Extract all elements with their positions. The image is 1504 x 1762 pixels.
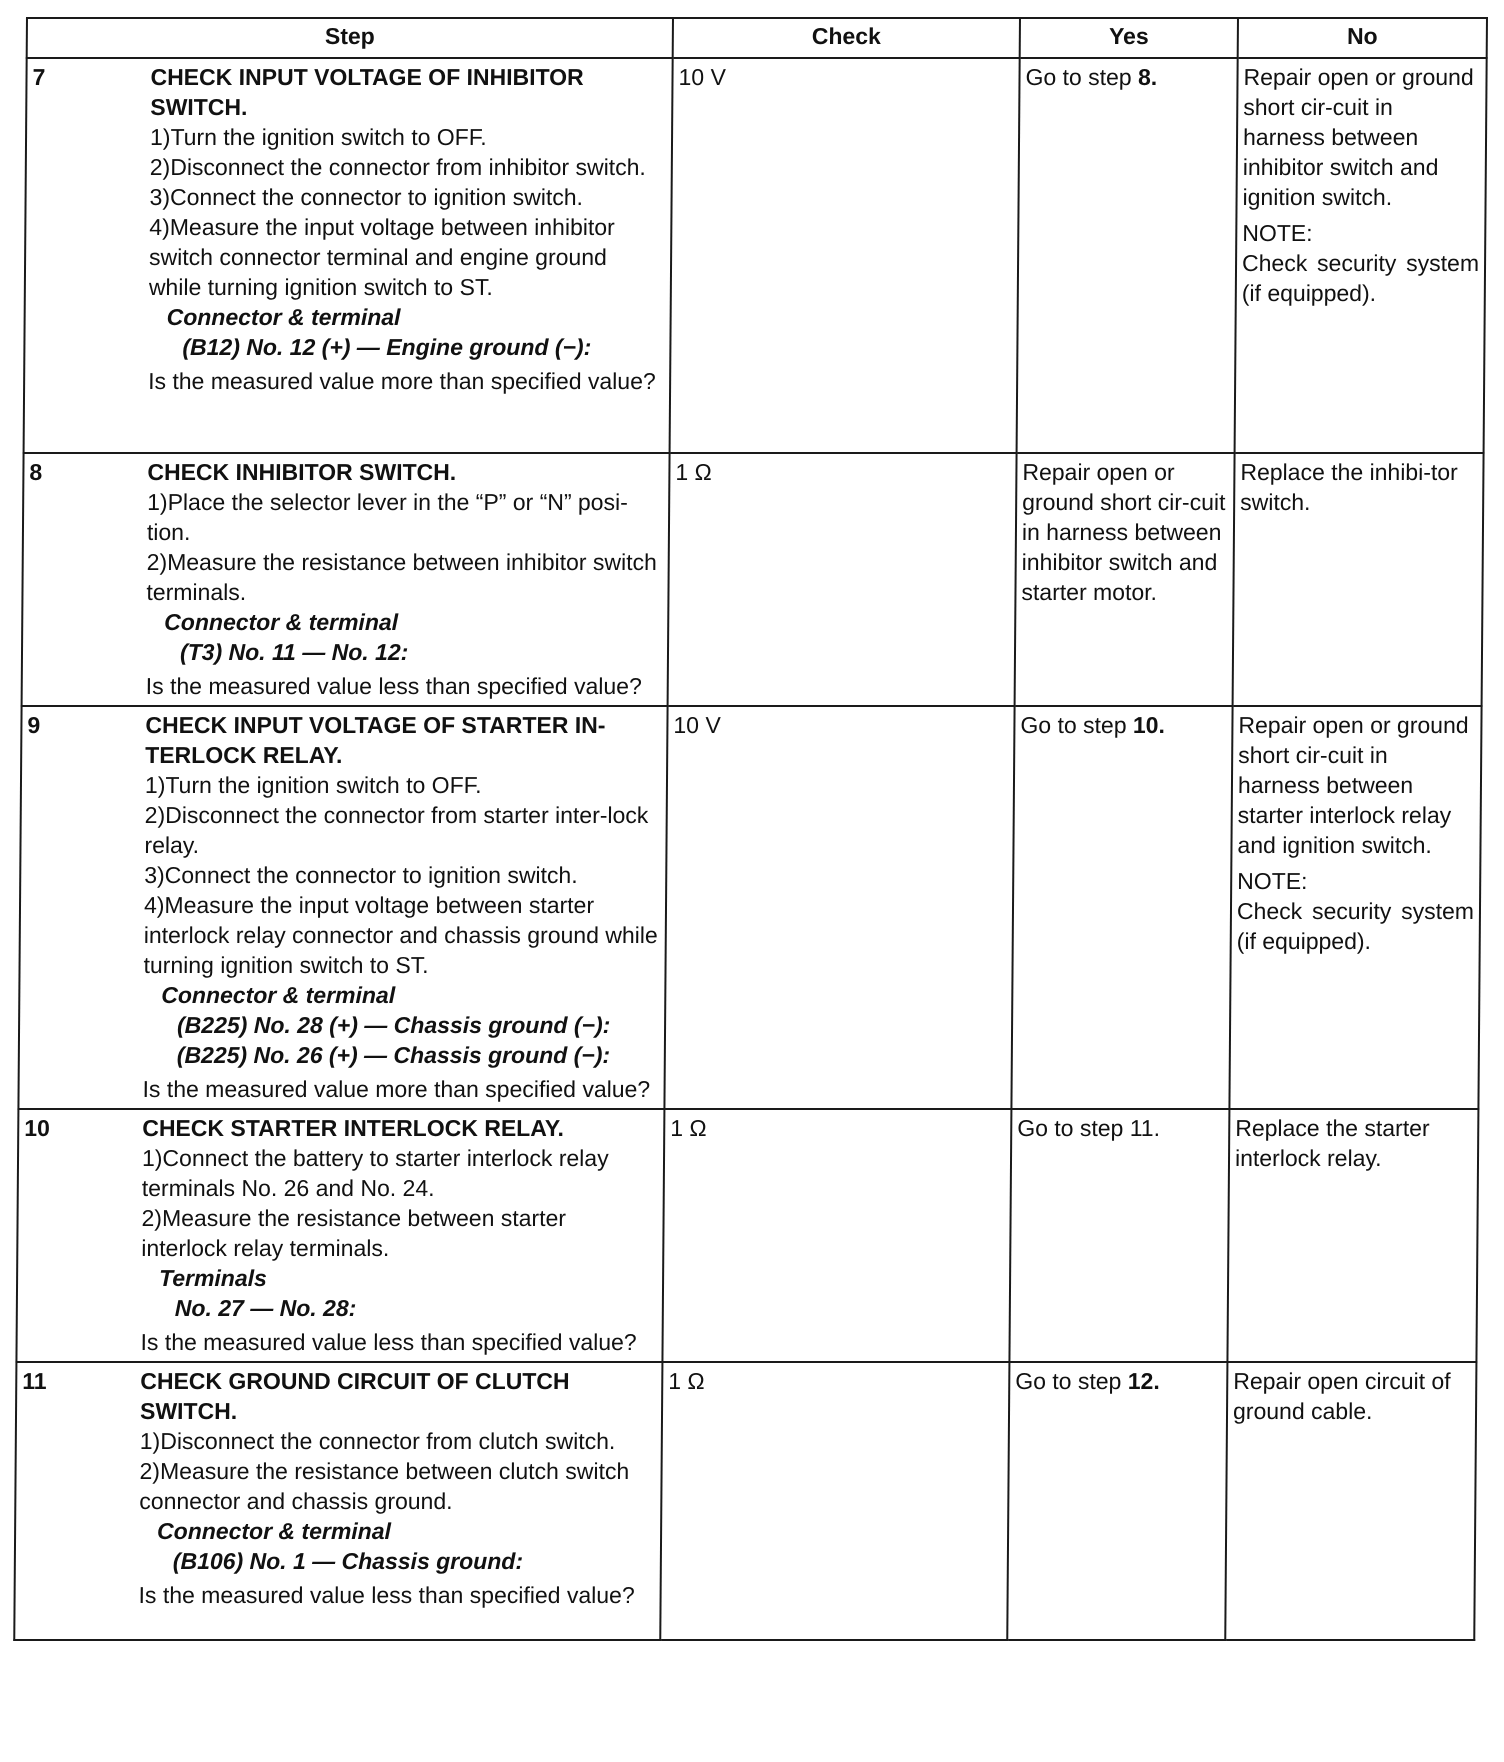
step-instruction: 1)Turn the ignition switch to OFF. [149,124,487,150]
check-value: 1 Ω [668,453,1017,706]
yes-cell [1009,1109,1229,1362]
step-title: CHECK INHIBITOR SWITCH. [147,459,457,485]
yes-cell [1011,706,1232,1109]
no-text: Replace the starter interlock relay. [1234,1115,1430,1171]
note-text: Check security system (if equipped). [1241,250,1480,306]
header-step: Step [27,18,673,58]
step-instruction: 2)Disconnect the connector from starter inter-lock relay. [144,802,649,858]
no-cell [1233,453,1484,706]
step-cell [18,706,667,1109]
step-cell [14,1362,662,1640]
header-check: Check [673,18,1020,58]
yes-text: Go to step [1020,712,1134,738]
step-instruction: 2)Measure the resistance between inhibitor switch terminals. [146,549,657,605]
yes-step-link: 8. [1137,64,1158,90]
no-text: Replace the inhibi-tor switch. [1240,459,1458,515]
step-instruction: 3)Connect the connector to ignition switch. [144,862,578,888]
table-row [22,453,1484,706]
yes-text: Repair open or ground short cir-cuit in harness between inhibitor switch and starter motor. [1021,459,1226,605]
step-number: 11 [22,1368,47,1394]
step-title: CHECK GROUND CIRCUIT OF CLUTCH SWITCH. [139,1368,570,1424]
step-instruction: 2)Disconnect the connector from inhibitor switch. [149,154,646,180]
table-header-row [27,18,1487,58]
step-number: 7 [32,64,46,90]
step-number: 9 [27,712,41,738]
step-instruction: 3)Connect the connector to ignition switch. [149,184,584,210]
no-cell [1227,1109,1478,1362]
table-row [18,706,1481,1109]
note-text: Check security system (if equipped). [1236,898,1475,954]
header-yes: Yes [1020,18,1238,58]
diagnostic-table [13,17,1488,1641]
header-no: No [1238,18,1487,58]
step-instruction: 2)Measure the resistance between clutch switch connector and chassis ground. [139,1458,630,1514]
note-label: NOTE: [1237,868,1308,894]
connector-label: Connector & terminal [161,982,396,1008]
step-number: 10 [24,1115,50,1141]
step-instruction: 1)Disconnect the connector from clutch switch. [139,1428,616,1454]
no-cell [1229,706,1481,1109]
connector-label: Connector & terminal [157,1518,392,1544]
step-instruction: 1)Turn the ignition switch to OFF. [144,772,482,798]
table-row [16,1109,1478,1362]
step-title: CHECK INPUT VOLTAGE OF INHIBITOR SWITCH. [150,64,584,120]
yes-text: Go to step [1015,1368,1128,1394]
note-label: NOTE: [1242,220,1313,246]
step-question: Is the measured value more than specified value? [148,368,656,394]
step-title: CHECK STARTER INTERLOCK RELAY. [142,1115,565,1141]
table-row [14,1362,1476,1640]
yes-cell [1007,1362,1227,1640]
step-cell [24,58,673,453]
connector-terminal: (T3) No. 11 — No. 12: [179,639,409,665]
step-question: Is the measured value less than specified value? [140,1329,637,1355]
connector-terminal: (B12) No. 12 (+) — Engine ground (−): [182,334,592,360]
check-value: 1 Ω [660,1362,1009,1640]
connector-label: Connector & terminal [164,609,399,635]
yes-text: Go to step [1025,64,1139,90]
step-instruction: 1)Connect the battery to starter interlock relay terminals No. 26 and No. 24. [141,1145,609,1201]
check-value: 10 V [670,58,1020,453]
check-value: 1 Ω [662,1109,1011,1362]
yes-step-link: 12. [1127,1368,1160,1394]
no-cell [1235,58,1487,453]
connector-label: Connector & terminal [166,304,401,330]
connector-terminal: (B106) No. 1 — Chassis ground: [172,1548,524,1574]
connector-label: Terminals [158,1265,268,1291]
yes-step-link: 10. [1132,712,1166,738]
yes-cell [1015,453,1235,706]
step-question: Is the measured value less than specified value? [145,673,642,699]
step-instruction: 2)Measure the resistance between starter interlock relay terminals. [141,1205,567,1261]
step-instruction: 1)Place the selector lever in the “P” or “N” posi-tion. [146,489,628,545]
no-text: Repair open circuit of ground cable. [1232,1368,1451,1424]
connector-terminal: (B225) No. 26 (+) — Chassis ground (−): [176,1042,611,1068]
step-cell [22,453,670,706]
table-row [24,58,1487,453]
step-instruction: 4)Measure the input voltage between inhibitor switch connector terminal and engine ground while turning ignition switch to ST. [148,214,615,300]
step-title: CHECK INPUT VOLTAGE OF STARTER IN-TERLOCK RELAY. [145,712,606,768]
yes-cell [1017,58,1238,453]
connector-terminal: (B225) No. 28 (+) — Chassis ground (−): [176,1012,611,1038]
step-question: Is the measured value more than specified value? [142,1076,651,1102]
check-value: 10 V [664,706,1014,1109]
no-cell [1225,1362,1476,1640]
yes-text: Go to step 11. [1017,1115,1161,1141]
no-text: Repair open or ground short cir-cuit in harness between starter interlock relay and ignition switch. [1237,712,1469,858]
step-number: 8 [29,459,43,485]
step-question: Is the measured value less than specified value? [138,1582,635,1608]
connector-terminal: No. 27 — No. 28: [174,1295,357,1321]
step-instruction: 4)Measure the input voltage between starter interlock relay connector and chassis ground while turning ignition switch to ST. [143,892,658,978]
no-text: Repair open or ground short cir-cuit in harness between inhibitor switch and ignition switch. [1242,64,1474,210]
step-cell [16,1109,664,1362]
